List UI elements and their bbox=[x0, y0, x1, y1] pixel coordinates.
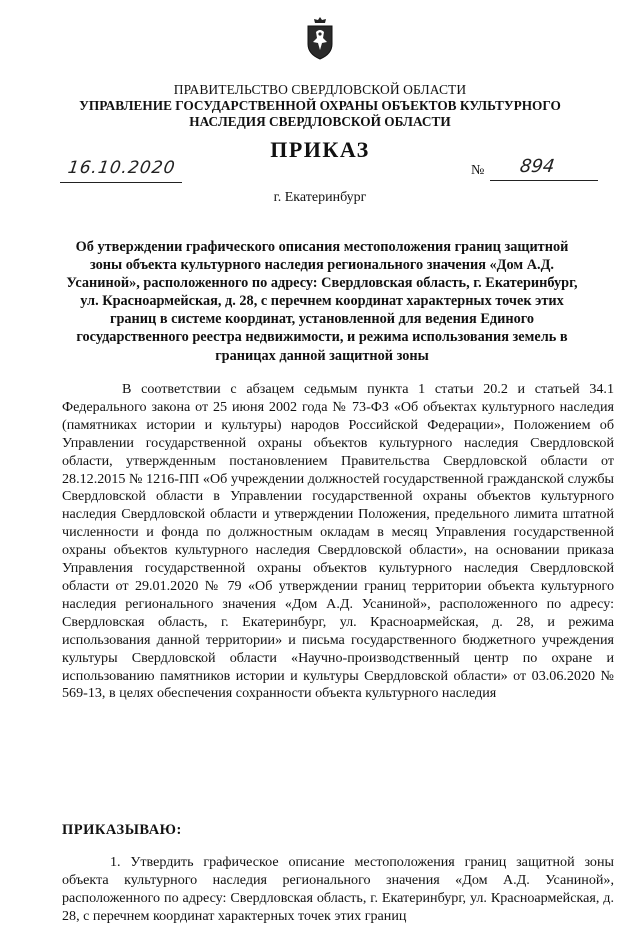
order-subject: Об утверждении графического описания местоположения границ защитной зоны объекта культурного наследия регионального значения «Дом А.Д. Усаниной», расположенного по адресу: Свердловская область, г. Екатеринбург, ул. Красноармейская, д. 28, с перечнем координат характерных точек этих границ в системе координат, установленной для ведения Единого государственного реестра недвижимости, и режима использования земель в границах данной защитной зоны bbox=[66, 239, 578, 364]
handwritten-date: 16.10.2020 bbox=[66, 158, 177, 178]
document-type: ПРИКАЗ bbox=[270, 137, 370, 162]
government-name: ПРАВИТЕЛЬСТВО СВЕРДЛОВСКОЙ ОБЛАСТИ bbox=[173, 82, 467, 97]
order-heading: ПРИКАЗЫВАЮ: bbox=[62, 822, 182, 838]
number-line bbox=[490, 156, 598, 181]
preamble-text: В соответствии с абзацем седьмым пункта 1 статьи 20.2 и статьей 34.1 Федерального закона от 25 июня 2002 года № 73-ФЗ «Об объектах культурного наследия (памятниках истории и культуры) народов Российской Федерации», Положением об Управлении государственной охраны объектов культурного наследия Свердловской области, утвержденным постановлением Правительства Свердловской области от 28.12.2015 № 1216-ПП «Об учреждении должностей государственной гражданской службы Свердловской области в Управлении государственной охраны объектов культурного наследия Свердловской области и утверждении Положения, предельного лимита штатной численности и фонда по должностным окладам в месяц Управления государственной охраны объектов культурного наследия Свердловской области», на основании приказа Управления государственной охраны объектов культурного наследия Свердловской области от 29.01.2020 № 79 «Об утверждении границ территории объекта культурного наследия регионального значения «Дом А.Д. Усаниной», расположенного по адресу: Свердловская область, г. Екатеринбург, ул. Красноармейская, д. 28, и режима использования данной территории» и письма государственного бюджетного учреждения культуры Свердловской области «Научно-производственный центр по охране и использованию памятников истории и культуры Свердловской области» от 03.06.2020 № 569-13, в целях обеспечения сохранности объекта культурного наследия bbox=[62, 381, 614, 702]
city: г. Екатеринбург bbox=[273, 190, 367, 205]
order-item-1 bbox=[62, 854, 614, 926]
preamble bbox=[62, 381, 614, 703]
department-name: УПРАВЛЕНИЕ ГОСУДАРСТВЕННОЙ ОХРАНЫ ОБЪЕКТОВ КУЛЬТУРНОГО НАСЛЕДИЯ СВЕРДЛОВСКОЙ ОБЛАСТИ bbox=[79, 98, 561, 129]
number-label: № bbox=[471, 163, 485, 178]
handwritten-number: 894 bbox=[518, 156, 556, 177]
sverdlovsk-coat-of-arms-icon bbox=[305, 16, 335, 60]
date-line bbox=[60, 160, 182, 183]
order-item-1-text: 1. Утвердить графическое описание местоположения границ защитной зоны объекта культурного наследия регионального значения «Дом А.Д. Усаниной», расположенного по адресу: Свердловская область, г. Екатеринбург, ул. Красноармейская, д. 28, с перечнем координат характерных точек этих границ bbox=[62, 854, 614, 924]
